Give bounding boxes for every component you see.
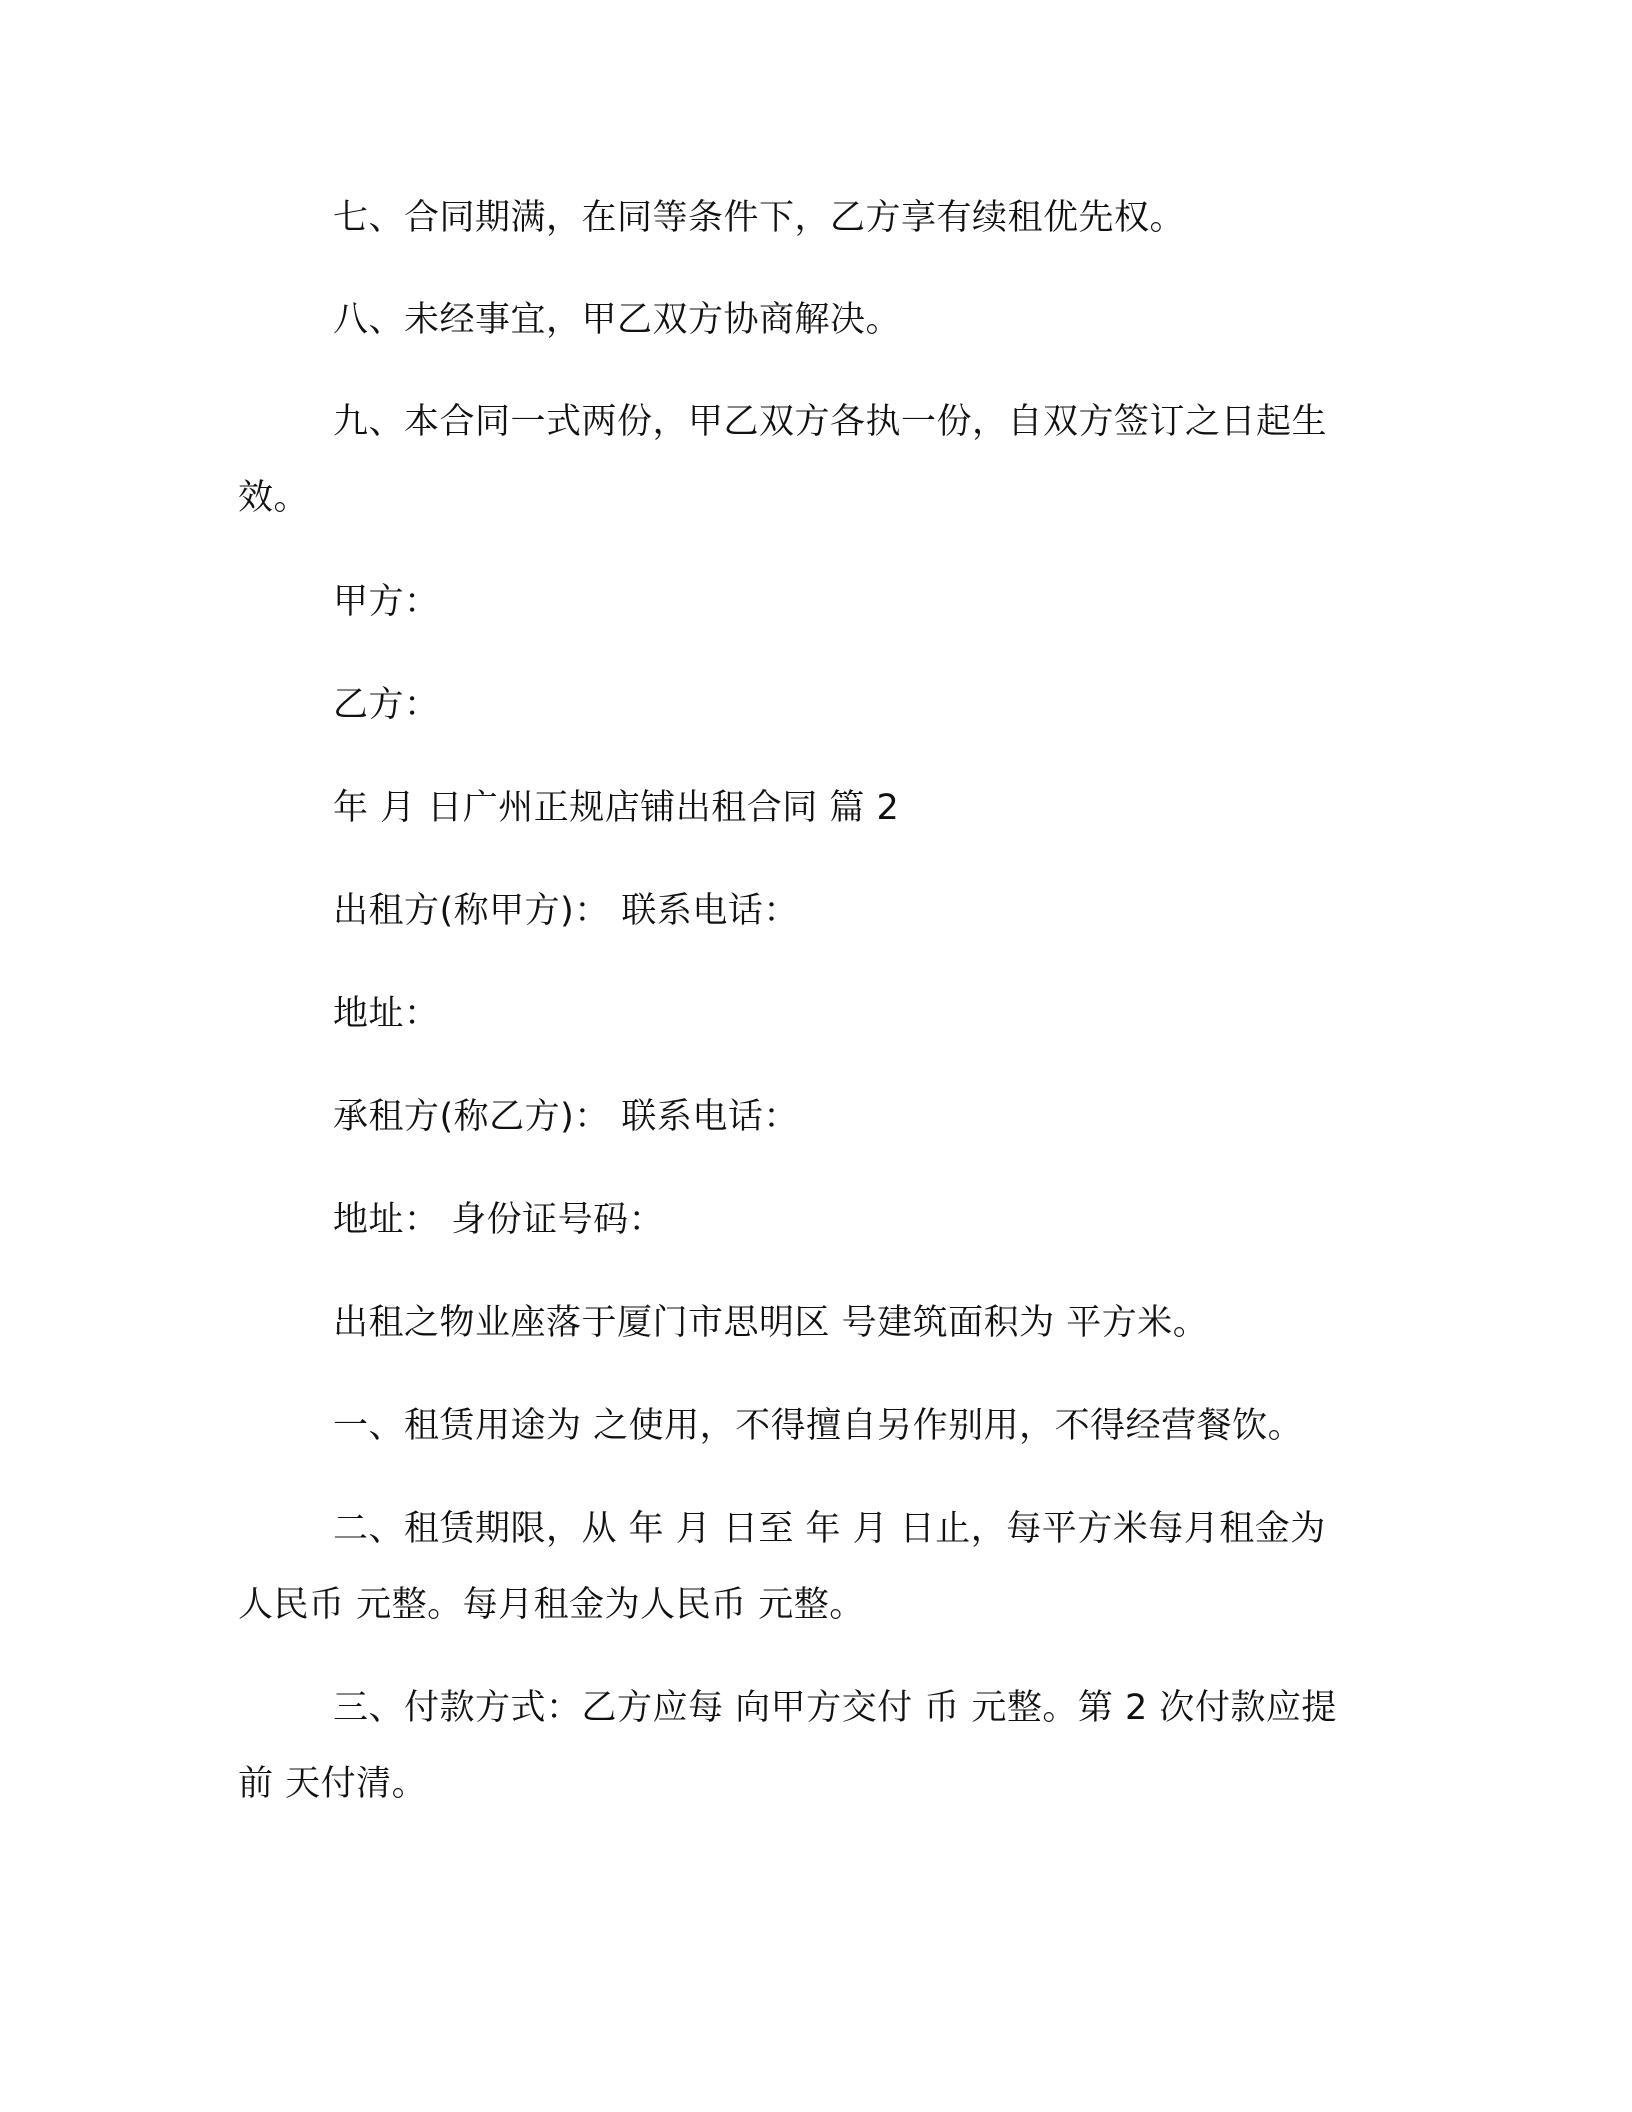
party-a-signature: 甲方：: [333, 582, 440, 622]
party-b-signature: 乙方：: [333, 685, 440, 725]
clause-9: 九、本合同一式两份，甲乙双方各执一份，自双方签订之日起生: [333, 402, 1328, 442]
contract-title: 年 月 日广州正规店铺出租合同 篇 2: [333, 788, 900, 828]
lessor-address: 地址：: [333, 994, 440, 1034]
clause-3-payment: 三、付款方式：乙方应每 向甲方交付 币 元整。第 2 次付款应提: [333, 1688, 1337, 1728]
property-location: 出租之物业座落于厦门市思明区 号建筑面积为 平方米。: [333, 1303, 1209, 1343]
clause-7: 七、合同期满，在同等条件下，乙方享有续租优先权。: [333, 198, 1186, 238]
clause-2-term: 二、租赁期限，从 年 月 日至 年 月 日止，每平方米每月租金为: [333, 1509, 1326, 1549]
clause-3-payment-continued: 前 天付清。: [238, 1764, 428, 1804]
lessee-info: 承租方(称乙方)： 联系电话：: [333, 1097, 799, 1137]
lessor-info: 出租方(称甲方)： 联系电话：: [333, 891, 799, 931]
clause-9-continued: 效。: [238, 478, 310, 518]
clause-1-usage: 一、租赁用途为 之使用，不得擅自另作别用，不得经营餐饮。: [333, 1406, 1304, 1446]
clause-2-term-continued: 人民币 元整。每月租金为人民币 元整。: [238, 1585, 865, 1625]
clause-8: 八、未经事宜，甲乙双方协商解决。: [333, 300, 902, 340]
lessee-address-id: 地址： 身份证号码：: [333, 1200, 665, 1240]
